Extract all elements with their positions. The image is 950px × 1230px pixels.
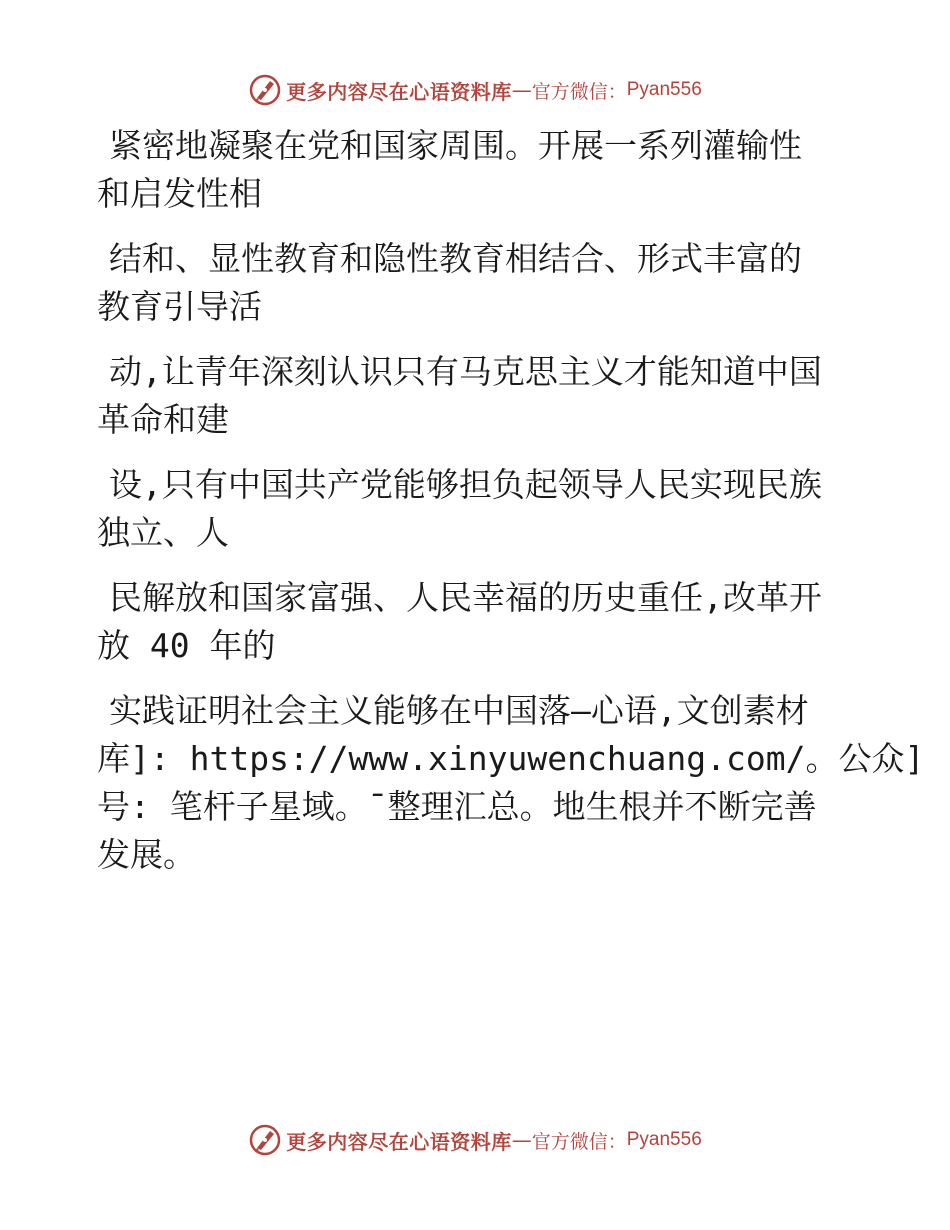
body-line: 革命和建 [97, 400, 229, 439]
body-line: 结和、显性教育和隐性教育相结合、形式丰富的 [109, 239, 802, 278]
footer-dash: — [511, 1128, 532, 1152]
body-line: 实践证明社会主义能够在中国落—心语,文创素材 [109, 691, 809, 730]
pen-nib-circle-icon [248, 73, 282, 107]
body-line: 发展。 [97, 835, 196, 874]
footer-wechat-id: Pyan556 [626, 1129, 702, 1150]
header-watermark [0, 70, 950, 110]
body-line: 教育引导活 [97, 287, 262, 326]
header-wechat-label: 官方微信： [531, 80, 627, 103]
footer-watermark [0, 1120, 950, 1160]
body-line: 和启发性相 [97, 174, 262, 213]
header-wechat-id: Pyan556 [626, 79, 702, 100]
footer-site-name: 更多内容尽在心语资料库 [286, 1129, 512, 1154]
body-line: 紧密地凝聚在党和国家周围。开展一系列灌输性 [109, 126, 802, 165]
body-line: 放 40 年的 [97, 626, 276, 665]
pen-nib-circle-icon [248, 1123, 282, 1157]
body-line: 设,只有中国共产党能够担负起领导人民实现民族 [109, 465, 822, 504]
body-line: 民解放和国家富强、人民幸福的历史重任,改革开 [109, 578, 822, 617]
body-line: 独立、人 [97, 513, 229, 552]
body-line: 动,让青年深刻认识只有马克思主义才能知道中国 [109, 352, 822, 391]
body-line: 库]: https://www.xinyuwenchuang.com/。公众] [97, 739, 925, 778]
footer-wechat-label: 官方微信： [531, 1130, 627, 1153]
document-body [97, 122, 925, 879]
body-line: 号: 笔杆子星域。¯整理汇总。地生根并不断完善 [97, 787, 817, 826]
header-site-name: 更多内容尽在心语资料库 [286, 79, 512, 104]
header-dash: — [511, 78, 532, 102]
